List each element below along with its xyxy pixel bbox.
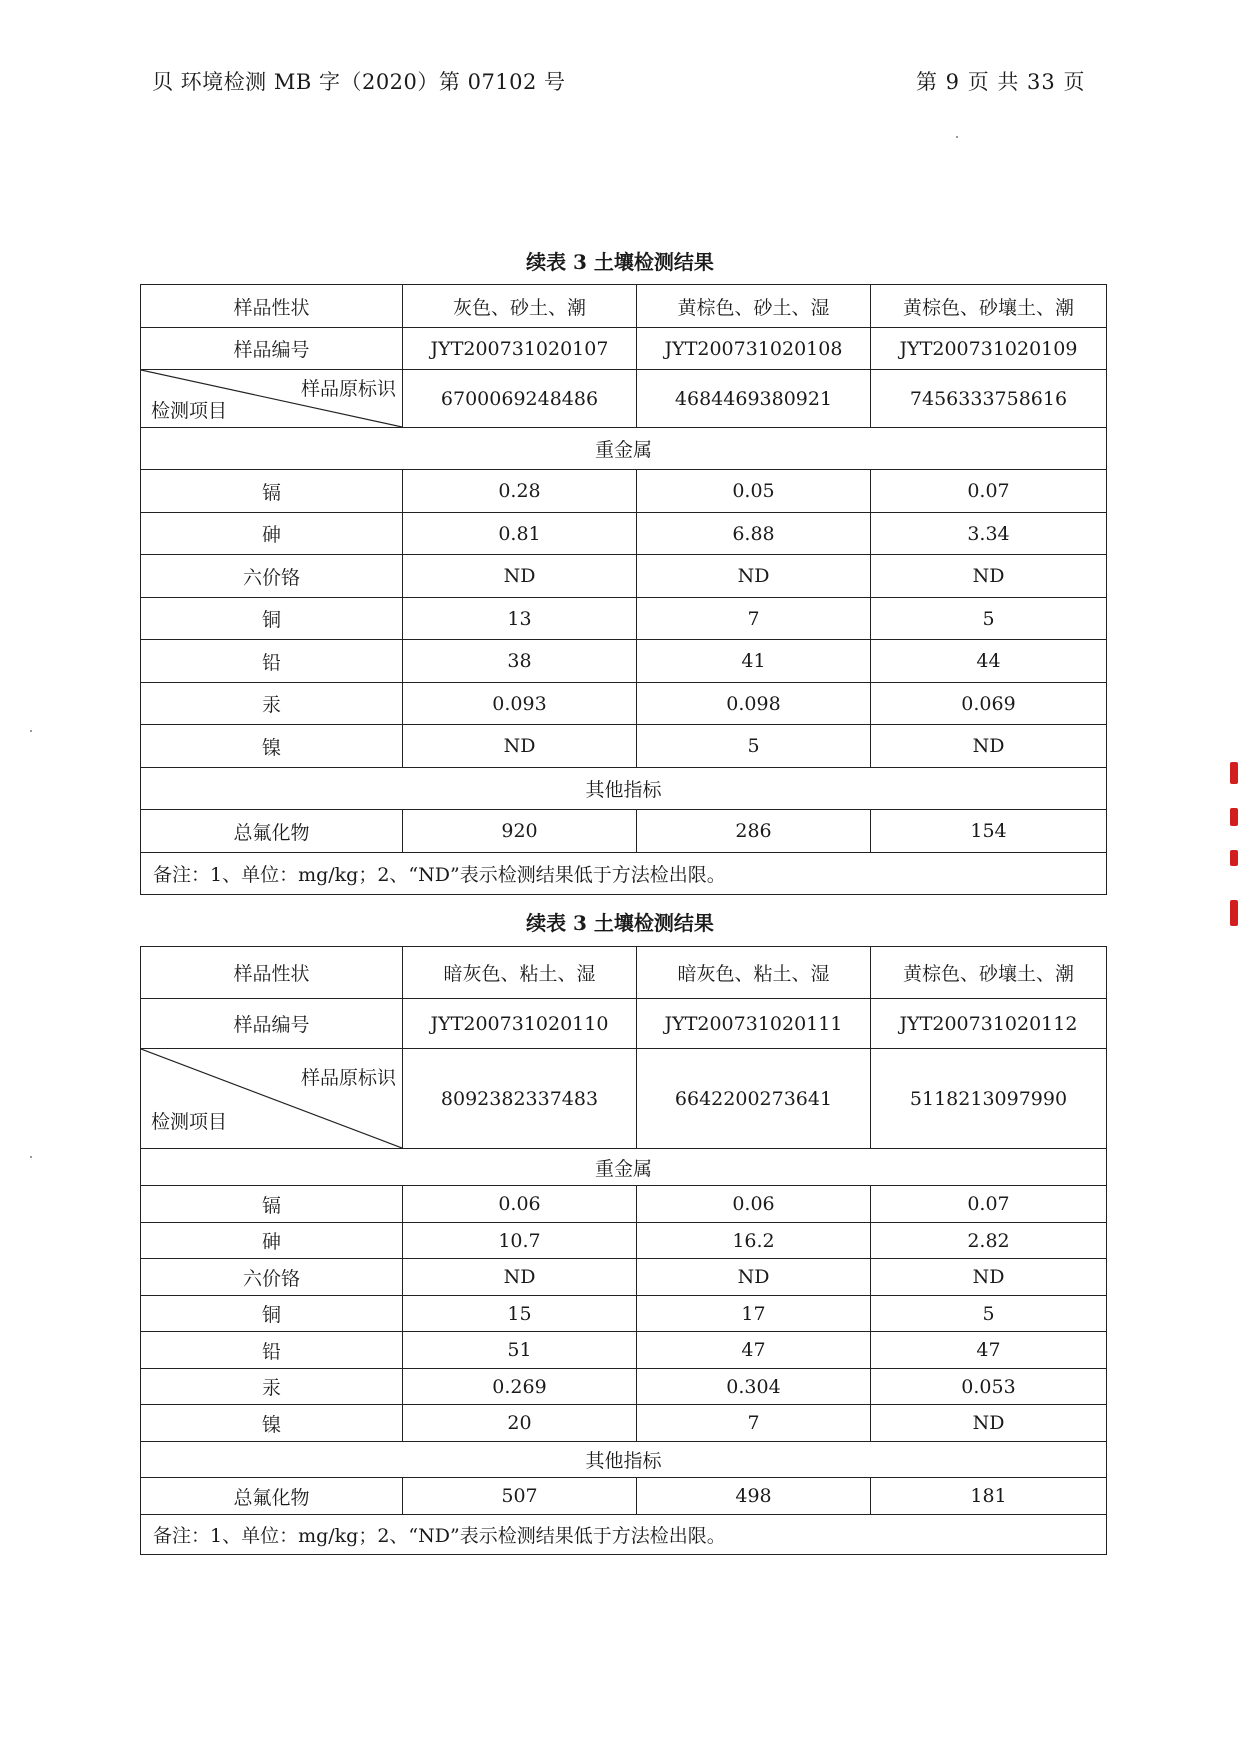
cell: 7456333758616 (871, 370, 1107, 428)
cell: ND (871, 555, 1107, 598)
cell: 7 (637, 1405, 871, 1442)
item-name: 铜 (141, 1296, 403, 1332)
diagonal-header-cell (141, 370, 403, 428)
table-row (141, 513, 1107, 555)
table-row (141, 1223, 1107, 1259)
cell: 6700069248486 (403, 370, 637, 428)
cell: 黄棕色、砂壤土、潮 (871, 947, 1107, 999)
soil-results-table-2 (140, 946, 1107, 1555)
cell: 920 (403, 810, 637, 853)
table-title: 续表 3 土壤检测结果 (526, 911, 714, 935)
table-row (141, 1478, 1107, 1515)
item-name: 总氟化物 (141, 1478, 403, 1515)
cell: 507 (403, 1478, 637, 1515)
item-name: 铅 (141, 1332, 403, 1369)
cell: 17 (637, 1296, 871, 1332)
cell: 0.06 (637, 1186, 871, 1223)
original-id-row (141, 1049, 1107, 1149)
row-label: 样品编号 (141, 328, 403, 370)
cell: 0.053 (871, 1369, 1107, 1405)
cell: 16.2 (637, 1223, 871, 1259)
section-heavy-metals: 重金属 (141, 428, 1107, 470)
cell: 3.34 (871, 513, 1107, 555)
section-row (141, 1442, 1107, 1478)
cell: 8092382337483 (403, 1049, 637, 1149)
table-row (141, 1405, 1107, 1442)
section-row (141, 428, 1107, 470)
item-name: 镉 (141, 1186, 403, 1223)
scan-speck (956, 136, 958, 138)
table-note: 备注：1、单位：mg/kg；2、“ND”表示检测结果低于方法检出限。 (141, 853, 1107, 895)
table-title: 续表 3 土壤检测结果 (526, 250, 714, 274)
cell: 51 (403, 1332, 637, 1369)
cell: 41 (637, 640, 871, 683)
table-row (141, 555, 1107, 598)
sample-property-row (141, 285, 1107, 328)
table-note: 备注：1、单位：mg/kg；2、“ND”表示检测结果低于方法检出限。 (141, 1515, 1107, 1555)
cell: 47 (637, 1332, 871, 1369)
table-row (141, 598, 1107, 640)
cell: JYT200731020107 (403, 328, 637, 370)
note-row (141, 853, 1107, 895)
original-id-label: 样品原标识 (300, 1067, 396, 1089)
sample-number-row (141, 999, 1107, 1049)
row-label: 样品性状 (141, 285, 403, 328)
cell: 286 (637, 810, 871, 853)
sample-property-row (141, 947, 1107, 999)
cell: 498 (637, 1478, 871, 1515)
cell: 0.07 (871, 470, 1107, 513)
cell: 154 (871, 810, 1107, 853)
cell: 0.098 (637, 683, 871, 725)
table-row (141, 810, 1107, 853)
seal-edge-mark (1230, 900, 1238, 926)
cell: 4684469380921 (637, 370, 871, 428)
cell: 0.304 (637, 1369, 871, 1405)
item-name: 总氟化物 (141, 810, 403, 853)
scan-speck (30, 1156, 32, 1158)
cell: 5118213097990 (871, 1049, 1107, 1149)
cell: 6.88 (637, 513, 871, 555)
cell: JYT200731020109 (871, 328, 1107, 370)
cell: ND (403, 555, 637, 598)
cell: 暗灰色、粘土、湿 (637, 947, 871, 999)
original-id-row (141, 370, 1107, 428)
cell: 7 (637, 598, 871, 640)
cell: 2.82 (871, 1223, 1107, 1259)
section-other-indicators: 其他指标 (141, 1442, 1107, 1478)
item-name: 砷 (141, 1223, 403, 1259)
row-label: 样品性状 (141, 947, 403, 999)
cell: 黄棕色、砂土、湿 (637, 285, 871, 328)
item-name: 镍 (141, 725, 403, 768)
cell: 暗灰色、粘土、湿 (403, 947, 637, 999)
cell: ND (403, 725, 637, 768)
cell: 6642200273641 (637, 1049, 871, 1149)
note-row (141, 1515, 1107, 1555)
table-row (141, 1259, 1107, 1296)
table-row (141, 683, 1107, 725)
cell: 44 (871, 640, 1107, 683)
cell: 13 (403, 598, 637, 640)
item-name: 汞 (141, 1369, 403, 1405)
cell: 47 (871, 1332, 1107, 1369)
item-name: 砷 (141, 513, 403, 555)
item-name: 汞 (141, 683, 403, 725)
item-name: 镍 (141, 1405, 403, 1442)
table-row (141, 470, 1107, 513)
test-item-label: 检测项目 (151, 1111, 228, 1133)
cell: 10.7 (403, 1223, 637, 1259)
cell: 5 (637, 725, 871, 768)
cell: 0.05 (637, 470, 871, 513)
cell: 0.07 (871, 1186, 1107, 1223)
cell: 0.269 (403, 1369, 637, 1405)
cell: 5 (871, 1296, 1107, 1332)
page-header-left: 贝 环境检测 MB 字（2020）第 07102 号 (152, 70, 566, 94)
item-name: 铜 (141, 598, 403, 640)
original-id-label: 样品原标识 (300, 378, 396, 400)
test-item-label: 检测项目 (151, 400, 228, 422)
cell: ND (871, 725, 1107, 768)
cell: 181 (871, 1478, 1107, 1515)
table-row (141, 725, 1107, 768)
cell: ND (637, 1259, 871, 1296)
cell: 0.81 (403, 513, 637, 555)
cell: ND (871, 1405, 1107, 1442)
cell: 15 (403, 1296, 637, 1332)
cell: 灰色、砂土、潮 (403, 285, 637, 328)
cell: 0.093 (403, 683, 637, 725)
seal-edge-mark (1230, 808, 1238, 826)
cell: ND (637, 555, 871, 598)
cell: JYT200731020108 (637, 328, 871, 370)
seal-edge-mark (1230, 762, 1238, 784)
scan-speck (30, 730, 32, 732)
cell: ND (871, 1259, 1107, 1296)
cell: 0.28 (403, 470, 637, 513)
table-row (141, 640, 1107, 683)
item-name: 六价铬 (141, 1259, 403, 1296)
section-other-indicators: 其他指标 (141, 768, 1107, 810)
seal-edge-mark (1230, 850, 1238, 866)
cell: ND (403, 1259, 637, 1296)
page-header-right: 第 9 页 共 33 页 (916, 70, 1086, 94)
cell: 20 (403, 1405, 637, 1442)
table-row (141, 1186, 1107, 1223)
soil-results-table-1 (140, 284, 1107, 895)
cell: 黄棕色、砂壤土、潮 (871, 285, 1107, 328)
item-name: 铅 (141, 640, 403, 683)
section-heavy-metals: 重金属 (141, 1149, 1107, 1186)
section-row (141, 768, 1107, 810)
cell: JYT200731020112 (871, 999, 1107, 1049)
cell: 38 (403, 640, 637, 683)
cell: 0.069 (871, 683, 1107, 725)
table-row (141, 1369, 1107, 1405)
item-name: 镉 (141, 470, 403, 513)
item-name: 六价铬 (141, 555, 403, 598)
table-row (141, 1332, 1107, 1369)
diagonal-header-cell (141, 1049, 403, 1149)
cell: JYT200731020110 (403, 999, 637, 1049)
sample-number-row (141, 328, 1107, 370)
section-row (141, 1149, 1107, 1186)
cell: 5 (871, 598, 1107, 640)
cell: JYT200731020111 (637, 999, 871, 1049)
cell: 0.06 (403, 1186, 637, 1223)
table-row (141, 1296, 1107, 1332)
row-label: 样品编号 (141, 999, 403, 1049)
